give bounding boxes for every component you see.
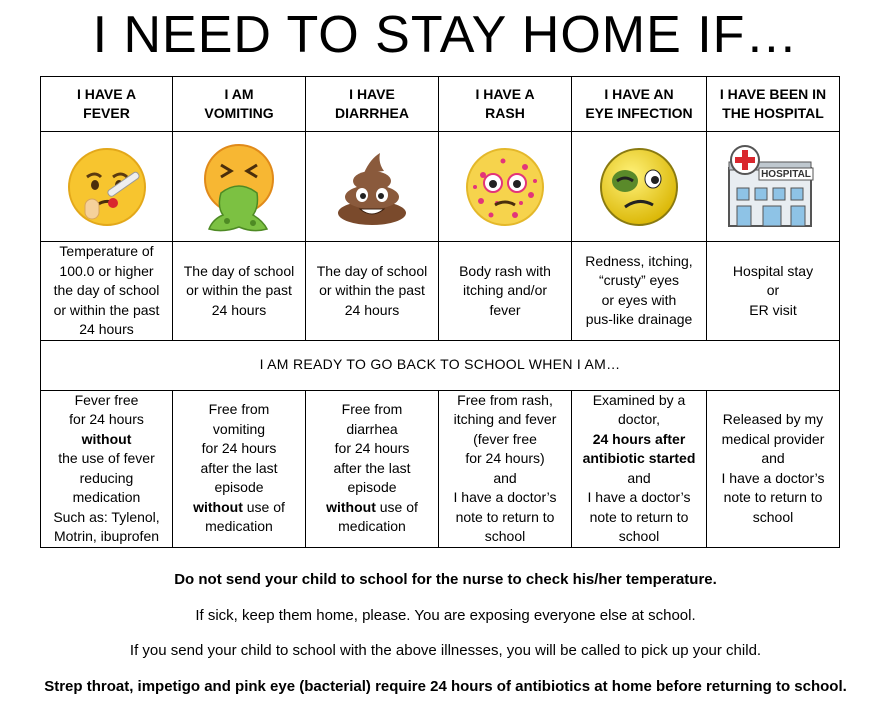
return-line: after the last (333, 459, 411, 476)
return-eye-infection (572, 390, 707, 547)
return-line: antibiotic started (582, 450, 696, 466)
header-vomiting: I AM VOMITING (173, 77, 306, 132)
stay-home-rash: Body rash with itching and/or fever (439, 242, 572, 341)
return-line: doctor, (617, 411, 661, 427)
header-row (41, 77, 840, 132)
return-line: Fever free (74, 391, 139, 408)
eye-infection-face-icon (597, 145, 681, 229)
stay-home-hospital: Hospital stay or ER visit (707, 242, 840, 341)
stay-home-eye-infection: Redness, itching, “crusty” eyes or eyes with pus-like drainage (572, 242, 707, 341)
return-line: Such as: Tylenol, (53, 508, 160, 525)
header-diarrhea: I HAVE DIARRHEA (306, 77, 439, 132)
return-rash (439, 390, 572, 547)
page-title: I NEED TO STAY HOME IF… (92, 6, 799, 64)
icon-row (41, 132, 840, 242)
poop-icon (330, 145, 414, 229)
return-line: note to return to (723, 489, 823, 505)
header-hospital: I HAVE BEEN IN THE HOSPITAL (707, 77, 840, 132)
return-line: Free from rash, (457, 391, 553, 408)
return-line: 24 hours after (592, 430, 686, 447)
return-fever (41, 390, 173, 547)
return-diarrhea (306, 390, 439, 547)
return-line: vomiting (212, 420, 266, 437)
return-line: diarrhea (346, 420, 398, 437)
return-line: school (752, 508, 794, 525)
return-line: after the last (200, 459, 278, 476)
return-vomiting (173, 390, 306, 547)
return-line: Motrin, ibuprofen (53, 528, 160, 544)
return-line: (fever free (473, 430, 537, 447)
return-line: note to return to (589, 508, 689, 525)
stay-home-row (41, 242, 840, 341)
return-line: Examined by a (592, 391, 686, 408)
return-line: without use of (326, 498, 418, 515)
return-line: for 24 hours) (465, 450, 545, 466)
svg-text:HOSPITAL: HOSPITAL (761, 168, 811, 180)
return-line: and (761, 450, 785, 466)
footer-line-4: Strep throat, impetigo and pink eye (bacterial) require 24 hours of antibiotics at home before returning to school. (44, 678, 847, 695)
header-eye-infection: I HAVE AN EYE INFECTION (572, 77, 707, 132)
return-line: the use of fever (58, 450, 155, 466)
return-line: I have a doctor’s (587, 489, 691, 505)
footer-line-1: Do not send your child to school for the nurse to check his/her temperature. (174, 571, 717, 588)
vomiting-face-icon (197, 141, 281, 233)
fever-face-icon (65, 145, 149, 229)
return-line: and (627, 469, 651, 486)
return-line: medical provider (721, 430, 825, 447)
return-line: for 24 hours (69, 411, 144, 427)
return-line: school (618, 528, 660, 544)
return-line: without (81, 430, 132, 447)
back-to-school-banner: I AM READY TO GO BACK TO SCHOOL WHEN I AM… (41, 340, 840, 390)
return-line: reducing (79, 469, 134, 486)
hospital-icon (723, 142, 823, 232)
footer-line-3: If you send your child to school with the above illnesses, you will be called to pick up your child. (129, 642, 762, 659)
return-row (41, 390, 840, 547)
return-line: and (493, 469, 517, 486)
return-line: episode (347, 479, 397, 496)
header-fever: I HAVE A FEVER (41, 77, 173, 132)
return-line: I have a doctor’s (721, 469, 825, 486)
return-line: note to return to (455, 508, 555, 525)
stay-home-vomiting: The day of school or within the past 24 hours (173, 242, 306, 341)
return-line: school (484, 528, 526, 544)
footer-line-2: If sick, keep them home, please. You are exposing everyone else at school. (195, 607, 696, 624)
return-line: episode (214, 479, 264, 496)
return-line: without use of (193, 498, 285, 515)
return-line: I have a doctor’s (453, 489, 557, 505)
return-line: Released by my (722, 411, 824, 427)
banner-row (41, 340, 840, 390)
return-line: for 24 hours (334, 440, 410, 457)
illness-table (40, 76, 840, 548)
stay-home-diarrhea: The day of school or within the past 24 hours (306, 242, 439, 341)
return-line: Free from (208, 401, 270, 418)
return-line: medication (338, 518, 406, 535)
return-line: Free from (341, 401, 403, 418)
stay-home-fever: Temperature of 100.0 or higher the day of school or within the past 24 hours (41, 242, 173, 341)
header-rash: I HAVE A RASH (439, 77, 572, 132)
rash-face-icon (463, 145, 547, 229)
return-line: medication (72, 489, 141, 505)
return-line: medication (205, 518, 273, 535)
return-line: itching and fever (453, 411, 557, 427)
return-line: for 24 hours (201, 440, 277, 457)
return-hospital (707, 390, 840, 547)
